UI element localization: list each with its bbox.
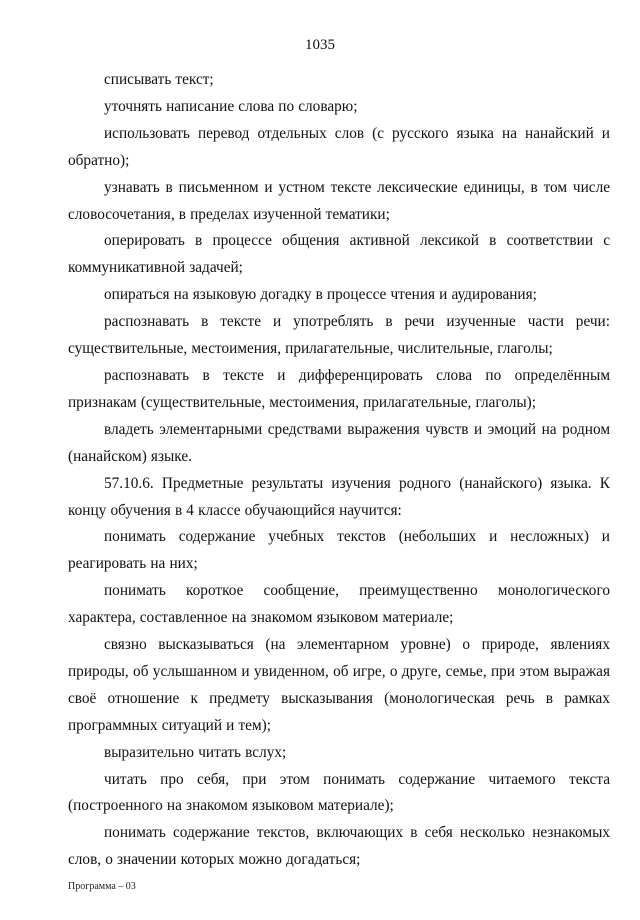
- paragraph: понимать содержание текстов, включающих в себя несколько незнакомых слов, о значении которых можно догадаться;: [68, 824, 610, 869]
- paragraph: понимать содержание учебных текстов (небольших и несложных) и реагировать на них;: [68, 528, 610, 573]
- paragraph: читать про себя, при этом понимать содержание читаемого текста (построенного на знакомом языковом материале);: [68, 770, 610, 815]
- paragraph: узнавать в письменном и устном тексте лексические единицы, в том числе словосочетания, в пределах изученной тематики;: [68, 178, 610, 223]
- page-footer: Программа – 03: [68, 881, 136, 892]
- paragraph: выразительно читать вслух;: [104, 743, 287, 761]
- document-body: [68, 67, 610, 874]
- section-heading-paragraph: 57.10.6. Предметные результаты изучения родного (нанайского) языка. К концу обучения в 4 классе обучающийся научится:: [68, 474, 610, 519]
- paragraph: распознавать в тексте и употреблять в речи изученные части речи: существительные, местоимения, прилагательные, числительные, глаголы;: [68, 313, 610, 358]
- paragraph: понимать короткое сообщение, преимущественно монологического характера, составленное на знакомом языковом материале;: [68, 582, 610, 627]
- paragraph: владеть элементарными средствами выражения чувств и эмоций на родном (нанайском) языке.: [68, 420, 610, 465]
- paragraph: оперировать в процессе общения активной лексикой в соответствии с коммуникативной задачей;: [68, 232, 610, 277]
- paragraph: использовать перевод отдельных слов (с русского языка на нанайский и обратно);: [68, 124, 610, 169]
- paragraph: распознавать в тексте и дифференцировать слова по определённым признакам (существительные, местоимения, прилагательные, глаголы);: [68, 366, 610, 411]
- page-number: 1035: [305, 37, 335, 53]
- paragraph: списывать текст;: [104, 71, 214, 88]
- paragraph: связно высказываться (на элементарном уровне) о природе, явлениях природы, об услышанном и увиденном, об игре, о друге, семье, при этом выражая своё отношение к предмету высказывания (монологическая речь в рамках программных ситуаций и тем);: [68, 636, 610, 734]
- paragraph: опираться на языковую догадку в процессе чтения и аудирования;: [104, 286, 537, 304]
- paragraph: уточнять написание слова по словарю;: [104, 97, 358, 115]
